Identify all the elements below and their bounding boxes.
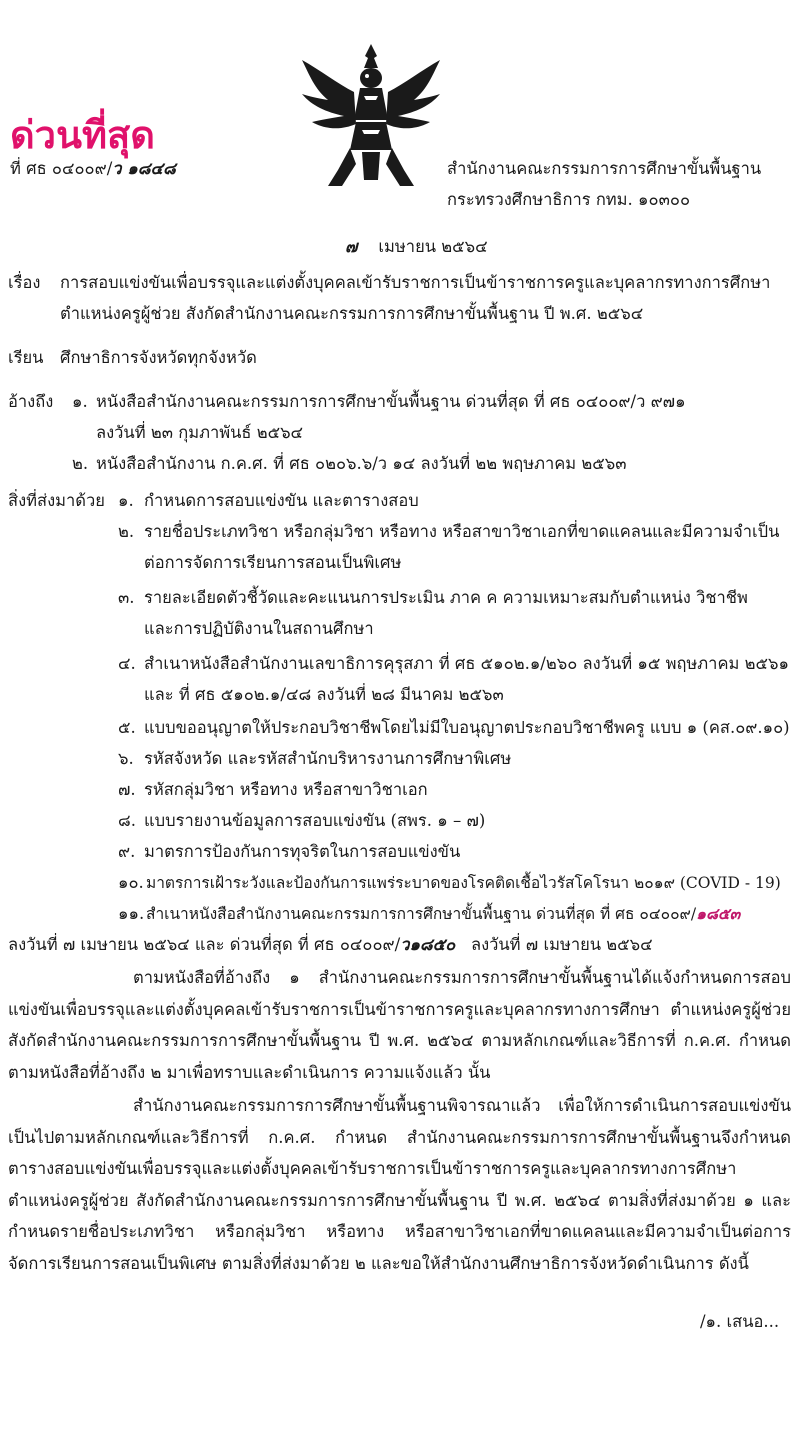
enclosure-text: รหัสจังหวัด และรหัสสำนักบริหารงานการศึกษาพิเศษ [144, 749, 512, 768]
enclosure-text: มาตรการป้องกันการทุจริตในการสอบแข่งขัน [144, 842, 461, 861]
body-paragraph-1: ตามหนังสือที่อ้างถึง ๑ สำนักงานคณะกรรมการการศึกษาขั้นพื้นฐานได้แจ้งกำหนดการสอบแข่งขันเพื่อบรรจุและแต่งตั้งบุคคลเข้ารับราชการเป็นข้าราชการครูและบุคลากรทางการศึกษา ตำแหน่งครูผู้ช่วย สังกัดสำนักงานคณะกรรมการการศึกษาขั้นพื้นฐาน ปี พ.ศ. ๒๕๖๔ ตามหลักเกณฑ์และวิธีการที่ ก.ค.ศ. กำหนด ตามหนังสือที่อ้างถึง ๒ มาเพื่อทราบและดำเนินการ ความแจ้งแล้ว นั้น [8, 968, 791, 1082]
body-paragraph-2: สำนักงานคณะกรรมการการศึกษาขั้นพื้นฐานพิจารณาแล้ว เพื่อให้การดำเนินการสอบแข่งขันเป็นไปตามหลักเกณฑ์และวิธีการที่ ก.ค.ศ. กำหนด สำนักงานคณะกรรมการการศึกษาขั้นพื้นฐานจึงกำหนดตารางสอบแข่งขันเพื่อบรรจุและแต่งตั้งบุคคลเข้ารับราชการเป็นข้าราชการครูและบุคลากรทางการศึกษา ตำแหน่งครูผู้ช่วย สังกัดสำนักงานคณะกรรมการการศึกษาขั้นพื้นฐาน ปี พ.ศ. ๒๕๖๔ ตามสิ่งที่ส่งมาด้วย ๑ และกำหนดรายชื่อประเภทวิชา หรือกลุ่มวิชา หรือทาง หรือสาขาวิชาเอกที่ขาดแคลนและมีความจำเป็นต่อการจัดการเรียนการสอนเป็นพิเศษ ตามสิ่งที่ส่งมาด้วย ๒ และขอให้สำนักงานศึกษาธิการจังหวัดดำเนินการ ดังนี้ [8, 1096, 791, 1273]
handwritten-ref-number: ว๑๘๕๐ [400, 935, 456, 954]
enclosure-number: ๙. [118, 842, 136, 861]
enclosure-text: รหัสกลุ่มวิชา หรือทาง หรือสาขาวิชาเอก [144, 780, 428, 799]
subject-line-1: การสอบแข่งขันเพื่อบรรจุและแต่งตั้งบุคคลเข้ารับราชการเป็นข้าราชการครูและบุคลากรทางการศึกษา [60, 273, 771, 292]
enclosure-text: สำเนาหนังสือสำนักงานเลขาธิการคุรุสภา ที่ ศธ ๕๑๐๒.๑/๒๖๐ ลงวันที่ ๑๕ พฤษภาคม ๒๕๖๑ [144, 654, 789, 673]
enclosure-text: รายชื่อประเภทวิชา หรือกลุ่มวิชา หรือทาง หรือสาขาวิชาเอกที่ขาดแคลนและมีความจำเป็น [144, 522, 780, 541]
reference-number: ๒. [72, 454, 89, 473]
enclosure-continuation: ลงวันที่ ๗ เมษายน ๒๕๖๔ และ ด่วนที่สุด ที่ ศธ ๐๔๐๐๙/ว๑๘๕๐ ลงวันที่ ๗ เมษายน ๒๕๖๔ [8, 935, 653, 954]
urgent-stamp: ด่วนที่สุด [10, 113, 155, 157]
enclosure-text: ต่อการจัดการเรียนการสอนเป็นพิเศษ [144, 553, 402, 572]
enclosure-text: สำเนาหนังสือสำนักงานคณะกรรมการการศึกษาขั้นพื้นฐาน ด่วนที่สุด ที่ ศธ ๐๔๐๐๙/๑๘๕๓ [146, 904, 741, 923]
enclosure-text: รายละเอียดตัวชี้วัดและคะแนนการประเมิน ภาค ค ความเหมาะสมกับตำแหน่ง วิชาชีพ [144, 588, 748, 607]
enclosure-number: ๑๑. [118, 904, 145, 923]
handwritten-ref-number: ว ๑๘๔๘ [112, 159, 176, 178]
reference-number: ๑. [72, 392, 88, 411]
enclosure-text: มาตรการเฝ้าระวังและป้องกันการแพร่ระบาดของโรคติดเชื้อไวรัสโคโรนา ๒๐๑๙ (COVID - 19) [146, 874, 781, 892]
reference-text: หนังสือสำนักงานคณะกรรมการการศึกษาขั้นพื้นฐาน ด่วนที่สุด ที่ ศธ ๐๔๐๐๙/ว ๙๗๑ [96, 392, 686, 411]
enclosure-number: ๓. [118, 588, 135, 607]
enclosure-number: ๘. [118, 811, 136, 830]
salutation-text: ศึกษาธิการจังหวัดทุกจังหวัด [60, 348, 257, 367]
document-date: ๗ เมษายน ๒๕๖๔ [345, 237, 488, 256]
reference-label: อ้างถึง [8, 392, 54, 411]
enclosure-number: ๖. [118, 749, 134, 768]
enclosure-label: สิ่งที่ส่งมาด้วย [8, 491, 105, 510]
enclosure-number: ๗. [118, 780, 136, 799]
enclosure-text: และการปฏิบัติงานในสถานศึกษา [144, 619, 374, 638]
enclosure-text: แบบรายงานข้อมูลการสอบแข่งขัน (สพร. ๑ – ๗) [144, 811, 486, 830]
enclosure-text: แบบขออนุญาตให้ประกอบวิชาชีพโดยไม่มีใบอนุญาตประกอบวิชาชีพครู แบบ ๑ (คส.๐๙.๑๐) [144, 718, 790, 737]
handwritten-ref-number: ๑๘๕๓ [696, 904, 741, 923]
enclosure-text: กำหนดการสอบแข่งขัน และตารางสอบ [144, 491, 419, 510]
enclosure-number: ๑. [118, 491, 134, 510]
date-day: ๗ [345, 237, 358, 256]
org-address: กระทรวงศึกษาธิการ กทม. ๑๐๓๐๐ [447, 190, 691, 209]
subject-line-2: ตำแหน่งครูผู้ช่วย สังกัดสำนักงานคณะกรรมการการศึกษาขั้นพื้นฐาน ปี พ.ศ. ๒๕๖๔ [60, 304, 644, 323]
salutation-label: เรียน [8, 348, 44, 367]
document-number: ที่ ศธ ๐๔๐๐๙/ว ๑๘๔๘ [10, 159, 176, 178]
enclosure-number: ๕. [118, 718, 136, 737]
subject-label: เรื่อง [8, 273, 41, 292]
enclosure-number: ๒. [118, 522, 135, 541]
enclosure-number: ๑๐. [118, 873, 144, 892]
reference-text: ลงวันที่ ๒๓ กุมภาพันธ์ ๒๕๖๔ [96, 423, 304, 442]
reference-text: หนังสือสำนักงาน ก.ค.ศ. ที่ ศธ ๐๒๐๖.๖/ว ๑๔ ลงวันที่ ๒๒ พฤษภาคม ๒๕๖๓ [96, 454, 627, 473]
page-continuation: /๑. เสนอ... [700, 1312, 780, 1331]
garuda-emblem-icon [298, 40, 444, 190]
enclosure-text: และ ที่ ศธ ๕๑๐๒.๑/๔๘ ลงวันที่ ๒๘ มีนาคม ๒๕๖๓ [144, 685, 504, 704]
org-name: สำนักงานคณะกรรมการการศึกษาขั้นพื้นฐาน [447, 159, 762, 178]
enclosure-number: ๔. [118, 654, 136, 673]
